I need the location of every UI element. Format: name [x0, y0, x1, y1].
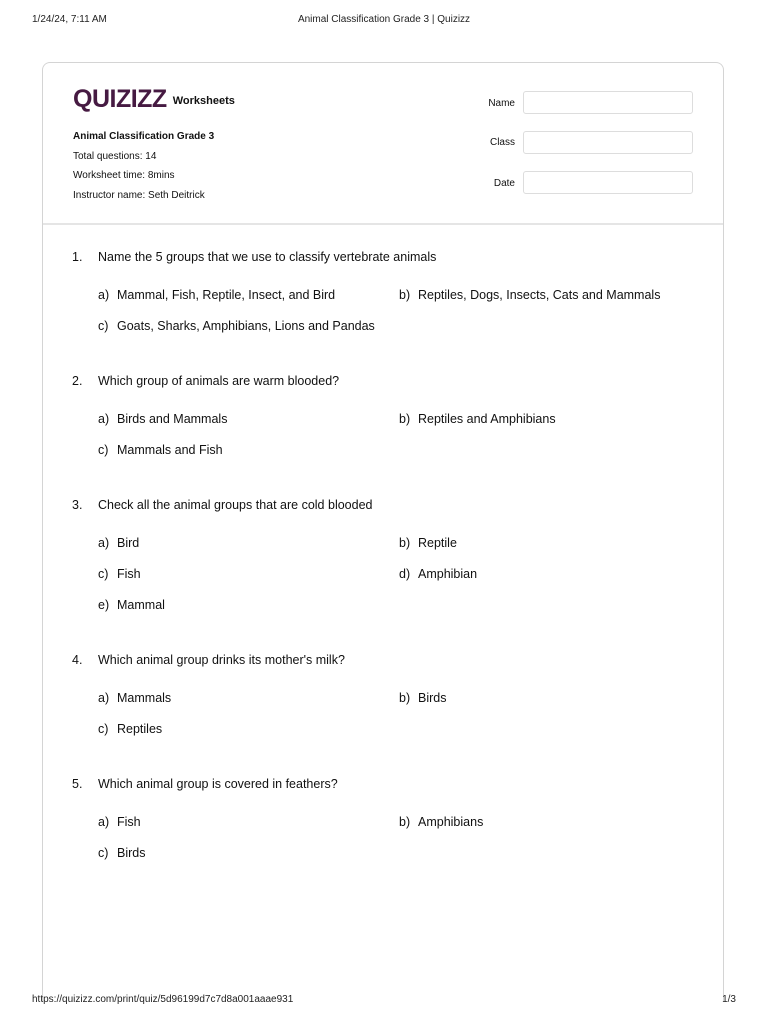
option-text: Birds and Mammals: [117, 412, 228, 426]
logo-tag: Worksheets: [172, 94, 235, 107]
question-text: Which animal group drinks its mother's milk?: [98, 653, 345, 667]
option-text: Fish: [117, 567, 141, 581]
option-letter: b): [399, 288, 411, 302]
print-url: https://quizizz.com/print/quiz/5d96199d7c7d8a001aaae931: [32, 994, 294, 1005]
question-text: Which group of animals are warm blooded?: [98, 374, 340, 388]
question-text: Name the 5 groups that we use to classify vertebrate animals: [98, 250, 437, 264]
option-text: Reptiles: [117, 722, 163, 736]
option-5c: [98, 846, 145, 860]
option-4c: [98, 722, 162, 736]
question-number: 3.: [72, 498, 83, 512]
date-label: Date: [493, 178, 515, 189]
print-footer: [0, 994, 768, 1014]
option-5a: [98, 815, 141, 829]
print-title: Animal Classification Grade 3 | Quizizz: [297, 14, 471, 25]
option-letter: a): [98, 412, 110, 426]
option-text: Reptile: [418, 536, 457, 550]
option-text: Fish: [117, 815, 141, 829]
option-letter: b): [399, 815, 411, 829]
option-letter: b): [399, 536, 411, 550]
option-1b: [399, 288, 660, 302]
question-number: 1.: [72, 250, 83, 264]
worksheet-info: [73, 127, 214, 205]
option-3b: [399, 536, 457, 550]
option-text: Birds: [117, 846, 146, 860]
option-text: Bird: [117, 536, 140, 550]
option-letter: e): [98, 598, 110, 612]
option-letter: b): [399, 691, 411, 705]
print-datetime: 1/24/24, 7:11 AM: [32, 14, 107, 25]
name-field[interactable]: [523, 91, 693, 114]
option-text: Mammal: [117, 598, 165, 612]
class-field[interactable]: [523, 131, 693, 154]
name-label: Name: [488, 98, 515, 109]
option-1c: [98, 319, 375, 333]
option-letter: a): [98, 536, 110, 550]
option-text: Goats, Sharks, Amphibians, Lions and Pandas: [117, 319, 375, 333]
worksheet-header: [43, 63, 723, 225]
total-questions: Total questions: 14: [73, 150, 157, 162]
option-text: Birds: [418, 691, 447, 705]
logo-wordmark: QUIZIZZ: [73, 85, 167, 113]
date-field[interactable]: [523, 171, 693, 194]
class-label: Class: [489, 137, 515, 148]
option-1a: [98, 288, 335, 302]
option-text: Amphibian: [418, 567, 478, 581]
option-2a: [98, 412, 227, 426]
option-text: Mammal, Fish, Reptile, Insect, and Bird: [117, 288, 336, 302]
worksheet-title: Animal Classification Grade 3: [73, 131, 215, 142]
worksheet-time: Worksheet time: 8mins: [73, 170, 175, 181]
question-number: 2.: [72, 374, 83, 388]
option-letter: c): [98, 567, 109, 581]
option-letter: a): [98, 691, 110, 705]
option-3c: [98, 567, 141, 581]
option-3a: [98, 536, 139, 550]
option-2b: [399, 412, 556, 426]
quizizz-logo: [73, 85, 235, 114]
option-letter: a): [98, 288, 110, 302]
question-text: Which animal group is covered in feathers?: [98, 777, 338, 791]
option-text: Mammals: [117, 691, 172, 705]
option-letter: c): [98, 846, 109, 860]
option-letter: d): [399, 567, 411, 581]
option-3e: [98, 598, 165, 612]
option-text: Reptiles, Dogs, Insects, Cats and Mammals: [418, 288, 661, 302]
question-number: 4.: [72, 653, 83, 667]
option-4a: [98, 691, 171, 705]
option-letter: c): [98, 722, 109, 736]
option-4b: [399, 691, 446, 705]
option-text: Reptiles and Amphibians: [418, 412, 556, 426]
question-text: Check all the animal groups that are cold blooded: [98, 498, 373, 512]
option-text: Amphibians: [418, 815, 484, 829]
instructor-name: Instructor name: Seth Deitrick: [73, 189, 205, 201]
page-number: 1/3: [722, 994, 736, 1005]
option-letter: b): [399, 412, 411, 426]
option-5b: [399, 815, 483, 829]
question-number: 5.: [72, 777, 83, 791]
option-letter: a): [98, 815, 110, 829]
option-3d: [399, 567, 477, 581]
option-letter: c): [98, 319, 109, 333]
option-letter: c): [98, 443, 109, 457]
option-2c: [98, 443, 223, 457]
worksheet-sheet: [42, 62, 724, 1002]
option-text: Mammals and Fish: [117, 443, 223, 457]
print-header: [0, 14, 768, 34]
